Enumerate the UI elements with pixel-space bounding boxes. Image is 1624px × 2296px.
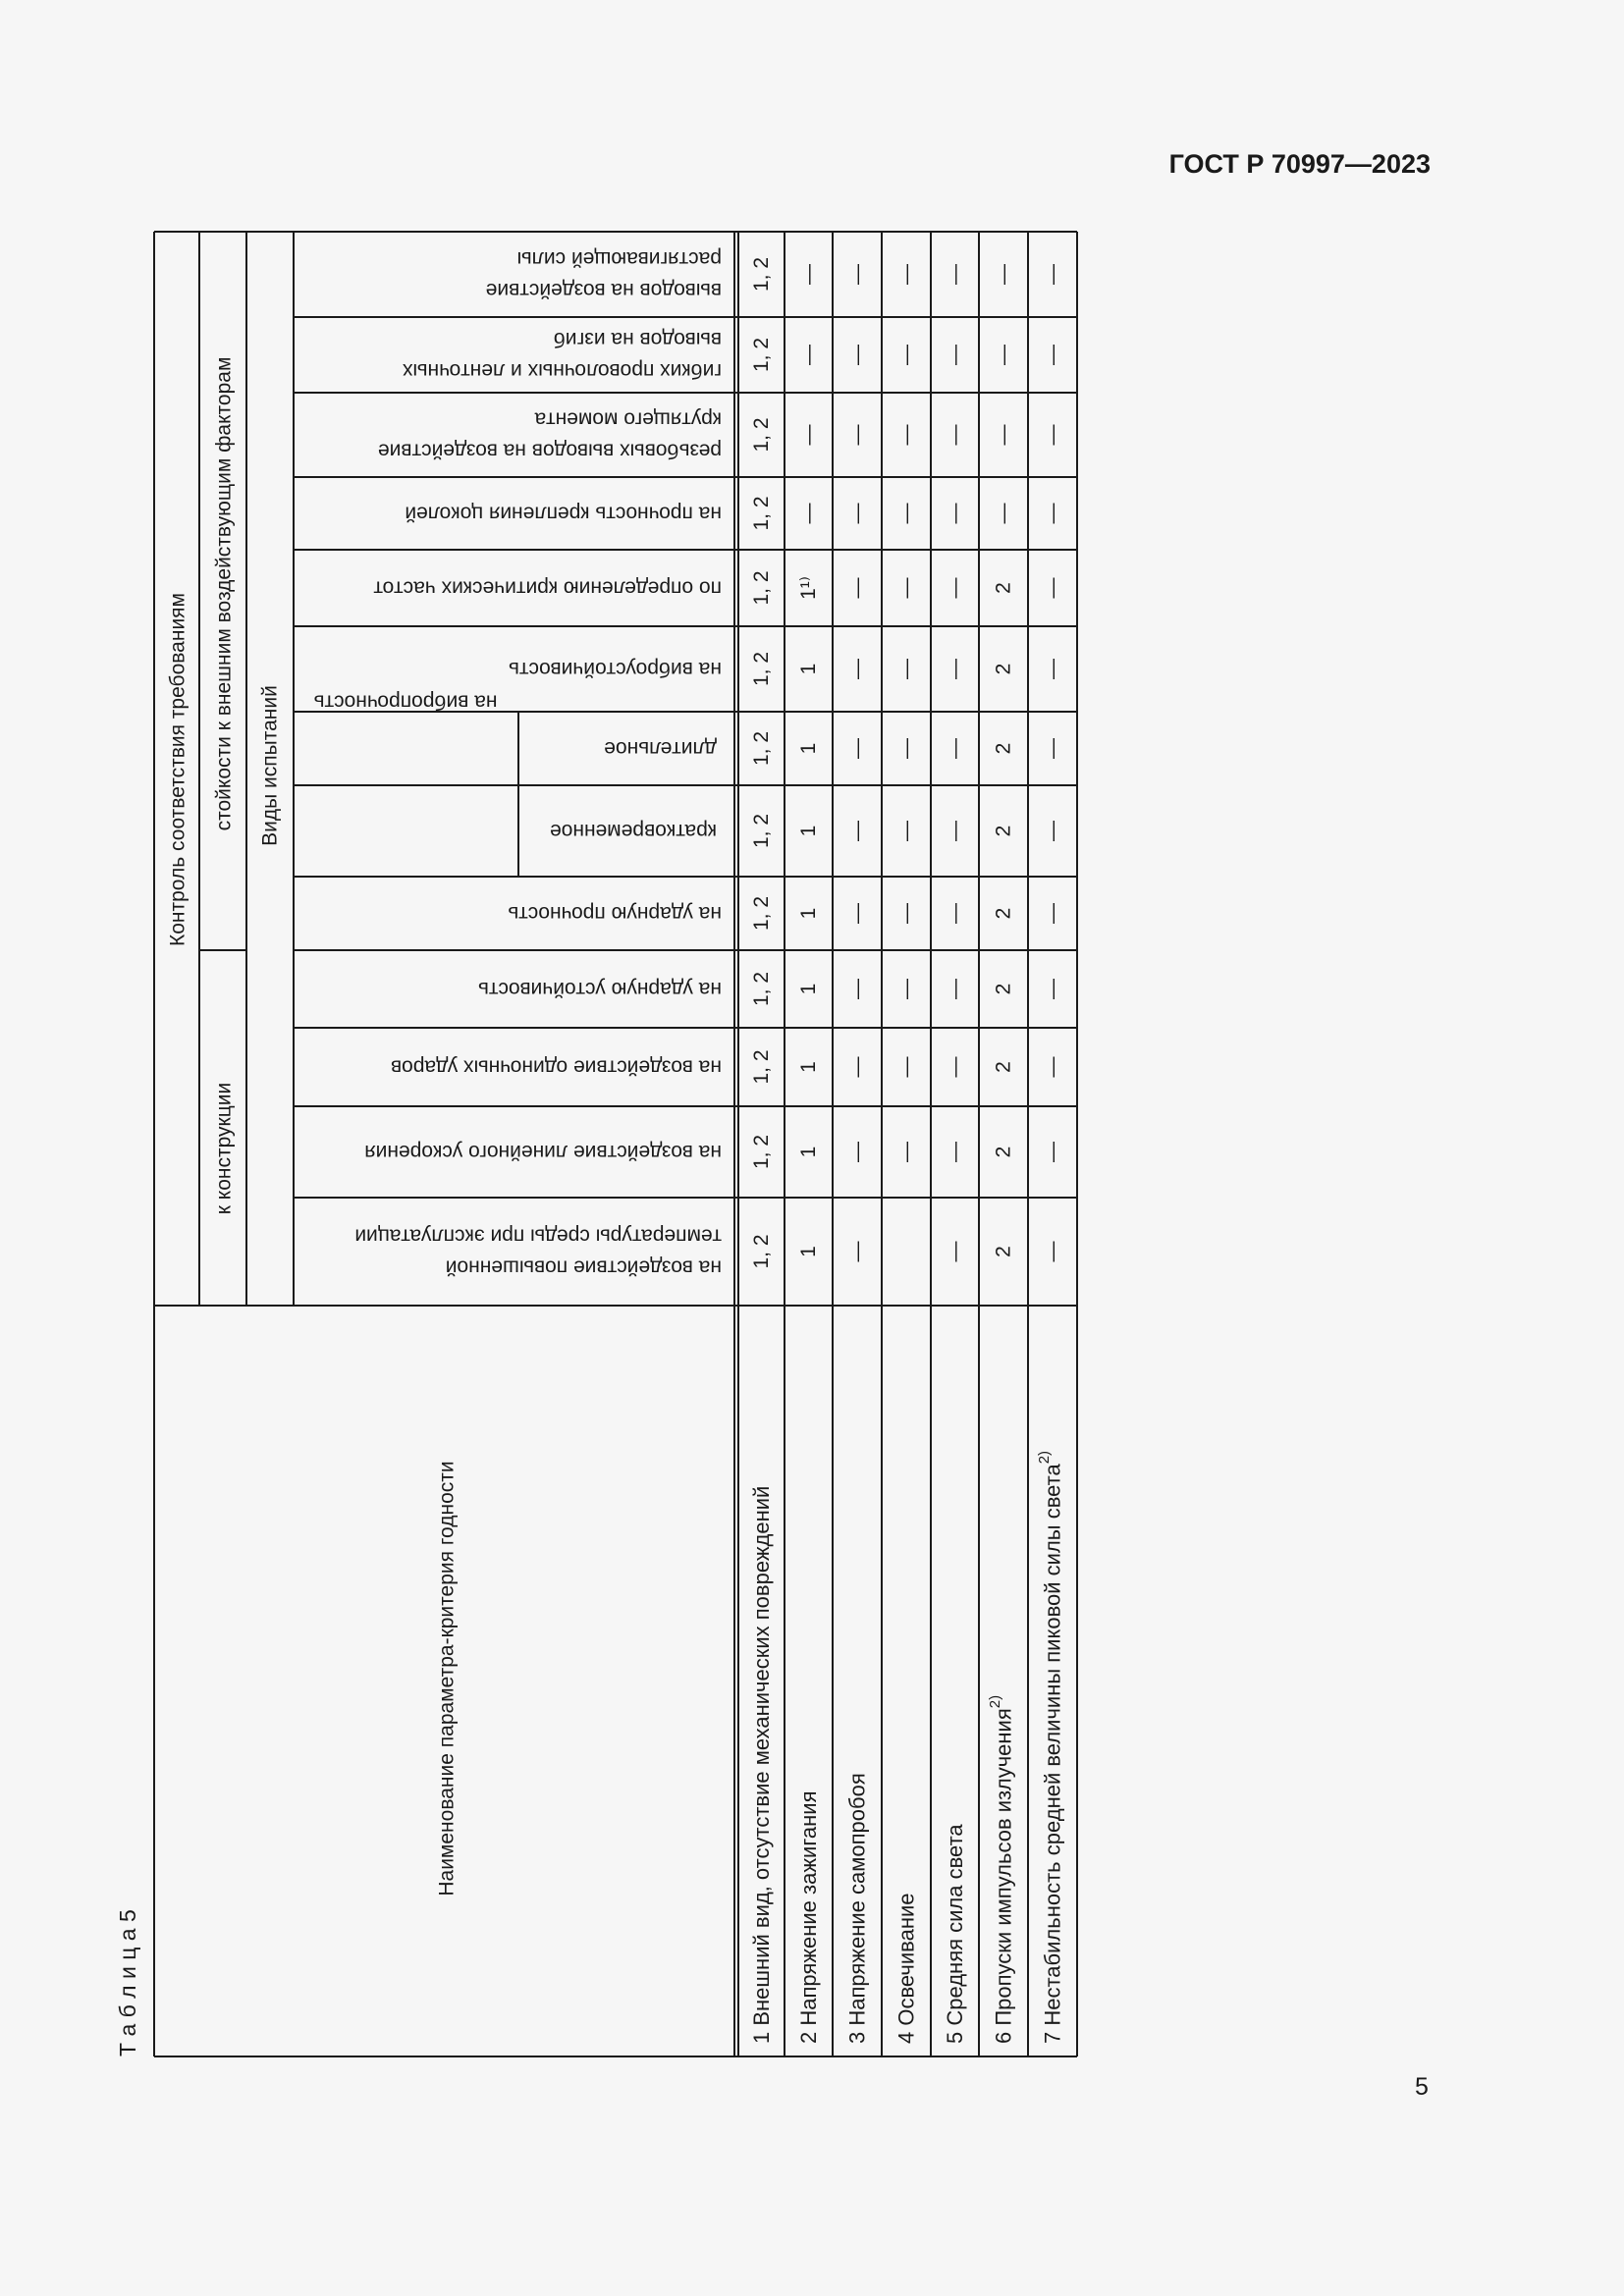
table-cell: — [944, 264, 966, 285]
header-test-types: Виды испытаний [258, 685, 282, 846]
table-cell: — [894, 659, 918, 679]
table-cell: — [944, 821, 966, 841]
table-cell: — [1041, 264, 1064, 285]
col-flex-bend-line2: выводов на изгиб [553, 328, 722, 350]
table-cell: 2 [992, 907, 1015, 920]
col-vibration-long: длительное [604, 737, 717, 760]
table-cell: — [944, 1241, 966, 1262]
table-cell: — [797, 503, 820, 524]
table-cell: — [894, 821, 918, 841]
table-cell: — [894, 738, 918, 759]
page-number: 5 [1415, 2073, 1429, 2101]
row-pulse-skips-label: 6 Пропуски импульсов излучения$^{2)}$ [987, 1694, 1016, 2044]
table-cell: 2 [992, 1146, 1015, 1158]
table-cell: — [944, 345, 966, 365]
row-self-breakdown-voltage-label: 3 Напряжение самопробоя [844, 1773, 870, 2044]
row-average-luminous-label: 5 Средняя сила света [943, 1824, 967, 2044]
table-cell: 1, 2 [750, 570, 773, 606]
table-cell: — [894, 979, 918, 999]
table-cell: — [944, 979, 966, 999]
table-cell: — [1041, 1056, 1064, 1078]
table-cell: 1, 2 [750, 337, 773, 373]
table-cell: — [1041, 1142, 1064, 1162]
table-cell: 1 [797, 983, 820, 995]
table-cell: 2 [992, 582, 1015, 594]
table-caption: Т а б л и ц а 5 [115, 1909, 140, 2056]
footnote-ref: 2) [1036, 1450, 1053, 1465]
table-cell: 1, 2 [750, 730, 773, 767]
table-cell: — [845, 345, 869, 365]
header-resistance: стойкости к внешним воздействующим факторам [212, 356, 236, 831]
table-cell: — [1041, 821, 1064, 841]
table-cell: — [845, 903, 869, 924]
table-cell: — [1041, 424, 1064, 446]
col-shock-strength: на ударную прочность [508, 902, 722, 925]
col-critical-freq: по определению критических частот [373, 576, 722, 600]
table-cell: — [797, 424, 820, 446]
table-cell: 2 [992, 825, 1015, 837]
table-cell: — [894, 1142, 918, 1162]
table-cell: — [845, 577, 869, 599]
table-cell: 1, 2 [750, 651, 773, 687]
table-cell: — [944, 503, 966, 524]
col-high-temp-line2: температуры среды при эксплуатации [354, 1224, 722, 1248]
col-tensile-force-line1: выводов на воздействие [485, 279, 722, 301]
table-cell: — [944, 903, 966, 924]
col-thread-torque-line1: резьбовых выводов на воздействие [377, 439, 722, 462]
table-cell: 2 [992, 983, 1015, 995]
col-vibration-resistance: на виброустойчивость [508, 658, 722, 680]
table-cell: — [894, 264, 918, 285]
table-cell: — [992, 424, 1015, 446]
col-high-temp-line1: на воздействие повышенной [445, 1255, 722, 1279]
table-cell: 2 [992, 663, 1015, 675]
table-cell: 2 [992, 1246, 1015, 1257]
table-cell: — [845, 1241, 869, 1262]
table-cell: — [894, 345, 918, 365]
table-cell: — [845, 264, 869, 285]
table-cell: — [1041, 903, 1064, 924]
footnote-ref: 2) [987, 1694, 1003, 1709]
table-cell: — [944, 1056, 966, 1078]
table-cell: — [797, 264, 820, 285]
table-cell: — [845, 1056, 869, 1078]
table-cell: 1, 2 [750, 1234, 773, 1269]
table-cell: — [845, 1142, 869, 1162]
table-cell: 1 [797, 742, 820, 755]
header-construction: к конструкции [212, 1082, 236, 1215]
header-vibration-strength: на вибропрочность [313, 690, 498, 714]
table-cell: — [894, 577, 918, 599]
table-cell: 1 [797, 663, 820, 675]
table-cell: 1¹⁾ [797, 576, 820, 600]
table-cell: 1 [797, 825, 820, 837]
row-appearance-label: 1 Внешний вид, отсутствие механических повреждений [749, 1485, 774, 2044]
header-parameter-name: Наименование параметра-критерия годности [435, 1461, 459, 1896]
table-cell: — [1041, 1241, 1064, 1262]
header-conformity-control: Контроль соответствия требованиям [166, 593, 189, 946]
table-cell: 1, 2 [750, 1049, 773, 1085]
table-cell: — [992, 264, 1015, 285]
table-cell: — [845, 503, 869, 524]
table-cell: — [992, 345, 1015, 365]
table-cell: — [894, 903, 918, 924]
table-cell: — [797, 345, 820, 365]
table-cell: — [894, 503, 918, 524]
table-cell: — [1041, 345, 1064, 365]
table-cell: 2 [992, 1061, 1015, 1073]
table-cell: — [845, 424, 869, 446]
table-cell: 1, 2 [750, 971, 773, 1007]
row-ignition-voltage-label: 2 Напряжение зажигания [796, 1790, 821, 2044]
table-cell: 1, 2 [750, 813, 773, 849]
col-single-shocks: на воздействие одиночных ударов [390, 1055, 722, 1079]
table-cell: 1 [797, 907, 820, 920]
table-cell: — [1041, 503, 1064, 524]
col-flex-bend-line1: гибких проволочных и ленточных [402, 359, 722, 382]
table-cell: — [944, 1142, 966, 1162]
table-cell: — [845, 738, 869, 759]
table-cell: — [1041, 738, 1064, 759]
table-cell: 1, 2 [750, 496, 773, 531]
table-cell: — [1041, 659, 1064, 679]
col-cap-strength: на прочность крепления цоколей [405, 502, 722, 525]
table-cell: — [992, 503, 1015, 524]
table-cell: — [944, 738, 966, 759]
table-cell: 1, 2 [750, 1134, 773, 1170]
col-tensile-force-line2: растягивающей силы [516, 247, 722, 270]
col-vibration-short: кратковременное [550, 820, 717, 842]
table-cell: — [845, 659, 869, 679]
col-linear-accel: на воздействие линейного ускорения [364, 1141, 722, 1163]
table-cell: — [894, 1056, 918, 1078]
table-cell: 1 [797, 1146, 820, 1158]
table-cell: — [1041, 979, 1064, 999]
table-cell: — [845, 979, 869, 999]
table-cell: 1 [797, 1061, 820, 1073]
table-cell: — [944, 424, 966, 446]
table-cell: — [894, 424, 918, 446]
table-cell: — [944, 659, 966, 679]
row-illumination-label: 4 Освечивание [893, 1893, 919, 2044]
table-cell: 2 [992, 742, 1015, 755]
col-thread-torque-line2: крутящего момента [534, 407, 722, 431]
row-peak-instability-label: 7 Нестабильность средней величины пиковой силы света$^{2)}$ [1036, 1450, 1065, 2044]
table-cell: — [1041, 577, 1064, 599]
table-cell: 1, 2 [750, 895, 773, 932]
col-shock-resistance: на ударную устойчивость [477, 978, 722, 1000]
table-cell: — [845, 821, 869, 841]
table-cell: 1, 2 [750, 417, 773, 453]
table-cell: 1 [797, 1246, 820, 1257]
standard-number: ГОСТ Р 70997—2023 [1168, 149, 1431, 179]
table-cell: — [944, 577, 966, 599]
table-cell: 1, 2 [750, 256, 773, 293]
